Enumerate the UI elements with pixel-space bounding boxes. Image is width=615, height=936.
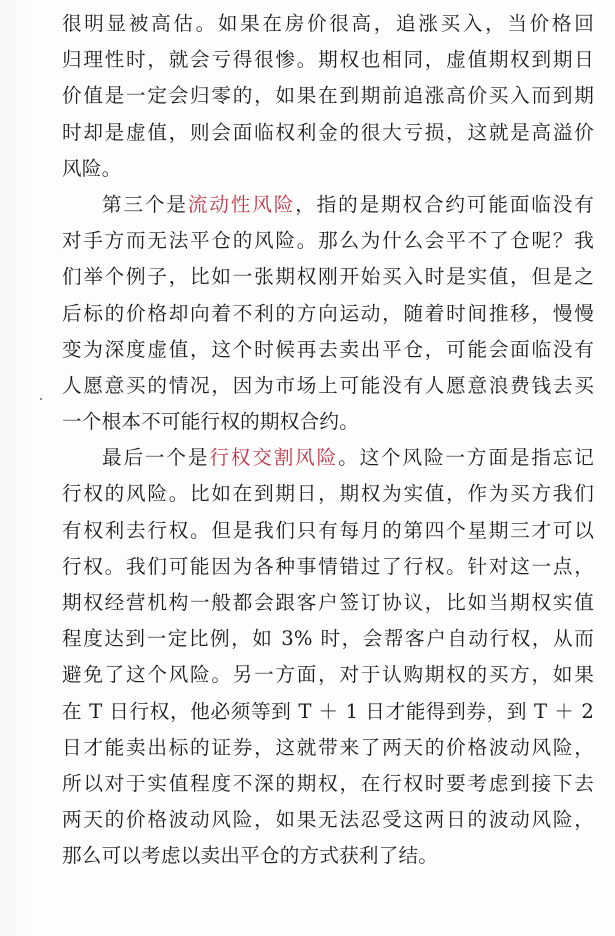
text-line: 人愿意买的情况，因为市场上可能没有人愿意浪费钱去买 <box>62 373 594 397</box>
margin-mark <box>40 398 42 400</box>
text-line: 在 T 日行权，他必须等到 T ＋ 1 日才能得到券，到 T ＋ 2 <box>62 699 594 723</box>
text-line: 很明显被高估。如果在房价很高，追涨买入，当价格回 <box>62 12 594 35</box>
highlighted-term: 行权交割风险 <box>209 446 339 470</box>
paragraph-exercise-delivery-risk <box>62 440 594 874</box>
text-line: 所以对于实值程度不深的期权，在行权时要考虑到接下去 <box>62 771 594 795</box>
text-line: 两天的价格波动风险，如果无法忍受这两日的波动风险， <box>62 808 594 832</box>
text-span: 最后一个是 <box>102 446 210 470</box>
text-line: 有权利去行权。但是我们只有每月的第四个星期三才可以 <box>62 518 594 542</box>
body-text <box>62 6 594 875</box>
text-line: 避免了这个风险。另一方面，对于认购期权的买方，如果 <box>62 663 594 687</box>
text-line: 那么可以考虑以卖出平仓的方式获利了结。 <box>62 844 439 868</box>
text-line: 时却是虚值，则会面临权利金的很大亏损，这就是高溢价 <box>62 120 594 144</box>
text-line: 们举个例子，比如一张期权刚开始买入时是实值，但是之 <box>62 265 594 289</box>
text-line: 后标的价格却向着不利的方向运动，随着时间推移，慢慢 <box>62 301 594 325</box>
paragraph-high-premium-risk <box>62 6 594 187</box>
text-line <box>62 440 594 476</box>
text-line: 归理性时，就会亏得很惨。期权也相同，虚值期权到期日 <box>62 48 594 72</box>
text-line: 日才能卖出标的证券，这就带来了两天的价格波动风险， <box>62 735 594 759</box>
text-line: 对手方而无法平仓的风险。那么为什么会平不了仓呢？我 <box>62 229 594 253</box>
text-line: 价值是一定会归零的，如果在到期前追涨高价买入而到期 <box>62 84 594 108</box>
text-line: 程度达到一定比例，如 3% 时，会帮客户自动行权，从而 <box>62 627 594 651</box>
text-line: 期权经营机构一般都会跟客户签订协议，比如当期权实值 <box>62 591 594 614</box>
text-line: 行权的风险。比如在到期日，期权为实值，作为买方我们 <box>62 482 594 506</box>
text-line: 一个根本不可能行权的期权合约。 <box>62 410 359 434</box>
highlighted-term: 流动性风险 <box>187 192 296 216</box>
text-span: 第三个是 <box>102 192 188 216</box>
text-span: ，指的是期权合约可能面临没有 <box>295 192 594 216</box>
text-line <box>62 187 594 223</box>
text-line: 行权。我们可能因为各种事情错过了行权。针对这一点， <box>62 554 594 578</box>
text-line: 变为深度虚值，这个时候再去卖出平仓，可能会面临没有 <box>62 337 594 361</box>
paragraph-liquidity-risk <box>62 187 594 440</box>
text-line: 风险。 <box>62 156 122 180</box>
text-span: 。这个风险一方面是指忘记 <box>338 446 595 470</box>
